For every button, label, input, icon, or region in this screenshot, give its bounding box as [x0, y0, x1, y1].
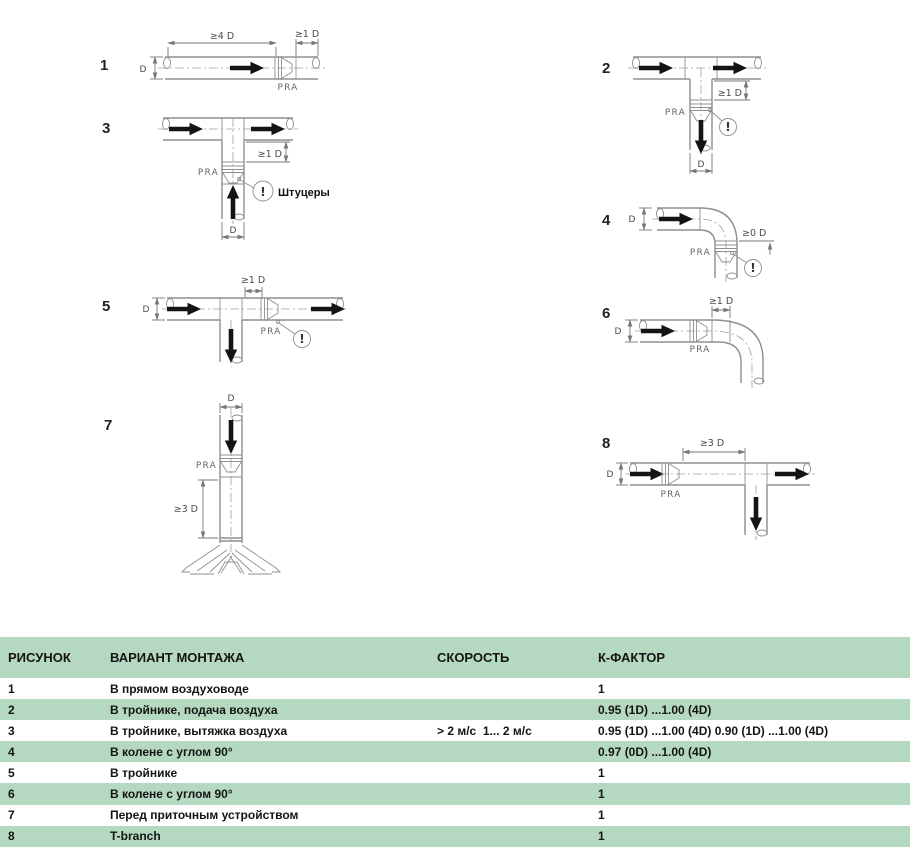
diameter-label: D [142, 305, 150, 315]
diameter-label: D [606, 470, 614, 480]
figure-number: 7 [104, 417, 113, 434]
cell-kfactor: 1 [598, 829, 605, 844]
open-pipe-end-icon [633, 58, 640, 69]
diagram-1-straight-duct [100, 29, 325, 93]
cell-kfactor: 0.95 (1D) ...1.00 (4D) [598, 702, 712, 717]
table-row [0, 720, 910, 741]
cell-kfactor: 0.97 (0D) ...1.00 (4D) [598, 744, 712, 759]
dimension-label: ≥3 D [173, 504, 198, 515]
pra-label: PRA [195, 461, 217, 471]
pra-label: PRA [260, 327, 282, 337]
table-row [0, 699, 910, 720]
dimension-label: ≥1 D [294, 29, 320, 40]
open-pipe-end-icon [232, 357, 242, 363]
flow-arrow-icon [311, 303, 345, 315]
pra-label: PRA [660, 490, 682, 500]
diameter-label: D [227, 394, 235, 404]
diameter-label: D [614, 327, 622, 337]
flow-arrow-icon [225, 420, 237, 454]
warning-icon: ! [299, 332, 305, 346]
figure-number: 8 [602, 435, 611, 452]
cell-kfactor: 0.95 (1D) ...1.00 (4D) 0.90 (1D) ...1.00 (4D) [598, 723, 829, 738]
open-pipe-end-icon [757, 530, 767, 536]
open-pipe-end-icon [727, 273, 737, 279]
table-row [0, 826, 910, 847]
cell-figure: 8 [8, 829, 15, 844]
flow-arrow-icon [713, 62, 747, 74]
cell-variant: T-branch [110, 829, 161, 844]
figure-number: 6 [602, 305, 611, 322]
dimension-label: ≥0 D [742, 228, 767, 239]
fittings-callout-label: Штуцеры [278, 187, 330, 199]
warning-icon: ! [725, 120, 731, 134]
table-header-row [0, 637, 910, 678]
figure-number: 4 [602, 212, 611, 229]
open-pipe-end-icon [234, 214, 244, 220]
cell-variant: В тройнике, вытяжка воздуха [110, 723, 288, 738]
pra-label: PRA [664, 108, 686, 118]
flow-arrow-icon [695, 120, 707, 154]
dimension-label: ≥1 D [708, 296, 734, 307]
dimension-label: ≥1 D [257, 149, 282, 160]
cell-figure: 7 [8, 808, 15, 823]
cell-speed: > 2 м/с 1... 2 м/с [437, 723, 532, 738]
table-row [0, 805, 910, 826]
cell-figure: 3 [8, 723, 15, 738]
flow-arrow-icon [659, 213, 693, 225]
table-row [0, 741, 910, 762]
open-pipe-end-icon [287, 119, 294, 130]
cell-variant: В тройнике [110, 765, 178, 780]
open-pipe-end-icon [232, 415, 242, 421]
cell-variant: Перед приточным устройством [110, 808, 299, 823]
flow-arrow-icon [750, 497, 762, 531]
pra-label: PRA [689, 345, 711, 355]
figure-number: 2 [602, 60, 611, 77]
cell-kfactor: 1 [598, 765, 605, 780]
cell-figure: 5 [8, 765, 15, 780]
flow-arrow-icon [630, 468, 664, 480]
pra-label: PRA [277, 83, 299, 93]
cell-kfactor: 1 [598, 681, 605, 696]
open-pipe-end-icon [163, 119, 170, 130]
diagram-2-tee-supply [602, 57, 766, 174]
cell-variant: В колене с углом 90° [110, 744, 233, 759]
open-pipe-end-icon [164, 58, 171, 69]
cell-figure: 1 [8, 681, 15, 696]
cell-figure: 2 [8, 702, 15, 717]
flow-arrow-icon [225, 329, 237, 363]
table-row [0, 783, 910, 804]
figure-number: 3 [102, 120, 111, 137]
flow-arrow-icon [167, 303, 201, 315]
figure-number: 5 [102, 298, 111, 315]
warning-icon: ! [750, 261, 756, 275]
diameter-label: D [139, 65, 147, 75]
diagram-4-bend-90 [602, 208, 774, 282]
col-header-figure: РИСУНОК [8, 650, 71, 665]
diagram-8-t-branch [602, 435, 815, 540]
open-pipe-end-icon [313, 58, 320, 69]
table-row [0, 762, 910, 783]
dimension-label: ≥3 D [699, 438, 725, 449]
flow-arrow-icon [230, 62, 264, 74]
diameter-label: D [697, 160, 705, 170]
cell-kfactor: 1 [598, 808, 605, 823]
col-header-variant: ВАРИАНТ МОНТАЖА [110, 650, 245, 665]
diagram-3-tee-extract [102, 118, 330, 240]
dimension-label: ≥4 D [209, 31, 235, 42]
dimension-label: ≥1 D [717, 88, 742, 99]
cell-kfactor: 1 [598, 787, 605, 802]
cell-variant: В тройнике, подача воздуха [110, 702, 278, 717]
diameter-label: D [628, 215, 636, 225]
diagram-5-tee-main-run [102, 275, 348, 367]
diagram-7-before-diffuser [104, 394, 280, 574]
pra-label: PRA [689, 248, 711, 258]
flow-arrow-icon [169, 123, 203, 135]
pra-label: PRA [197, 168, 219, 178]
cell-figure: 4 [8, 744, 15, 759]
figure-number: 1 [100, 57, 109, 74]
k-factor-table [0, 637, 910, 847]
dimension-label: ≥1 D [240, 275, 266, 286]
open-pipe-end-icon [755, 58, 762, 69]
col-header-kfactor: К-ФАКТОР [598, 650, 666, 665]
cell-variant: В колене с углом 90° [110, 787, 233, 802]
diameter-label: D [229, 226, 237, 236]
flow-arrow-icon [639, 62, 673, 74]
warning-icon: ! [260, 185, 266, 199]
cell-variant: В прямом воздуховоде [110, 681, 249, 696]
table-row [0, 678, 910, 699]
cell-figure: 6 [8, 787, 15, 802]
diagram-6-before-bend [602, 296, 764, 388]
col-header-speed: СКОРОСТЬ [437, 650, 510, 665]
flow-arrow-icon [251, 123, 285, 135]
